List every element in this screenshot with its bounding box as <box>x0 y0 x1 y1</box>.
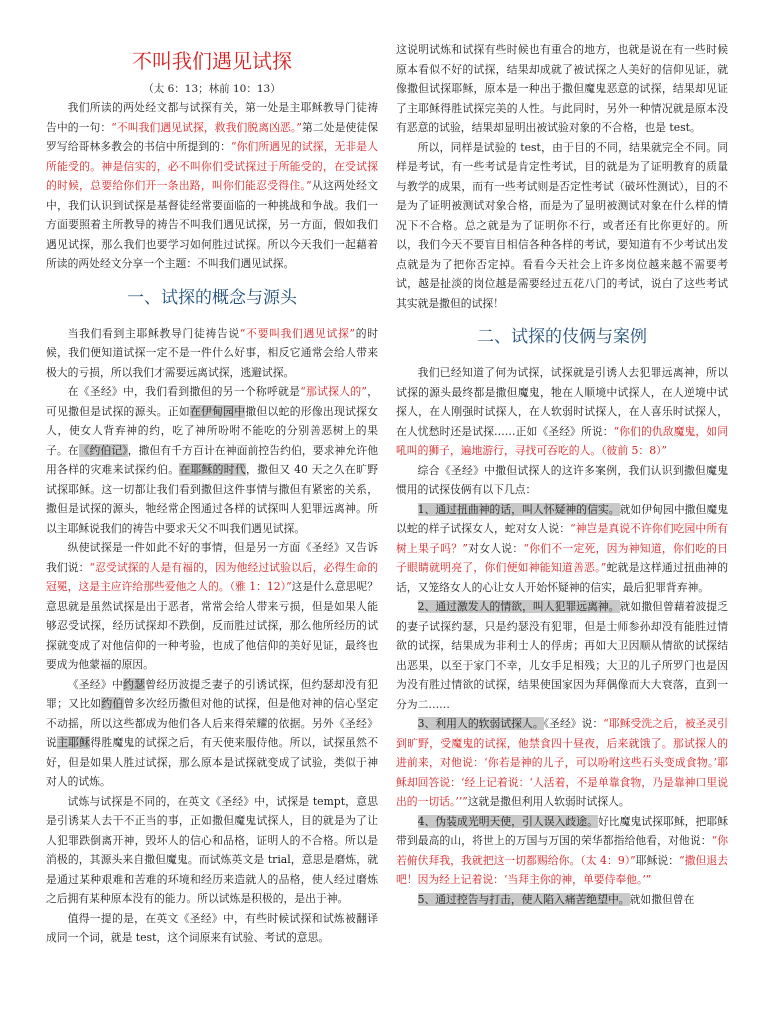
scripture-reference: （太 6：13；林前 10：13） <box>143 83 281 95</box>
right-column <box>396 40 728 909</box>
paragraph-9: 所以，同样是试验的 test，由于目的不同，结果就完全不同。同样是考试，有一些考试是肯定性考试，目的就是为了证明教育的质量与教学的成果，而有一些考试则是否定性考试（破坏性测试），目的不是为了证明被测试对象合格，而是为了显明被测试对象在什么样的情况下不合格。总之就是为了证明你不行，或者还有比你更好的。所以，我们今天不要盲目相信各种各样的考试，要知道有不少考试出发点就是为了把你否定掉。看看今天社会上许多岗位越来越不需要考试，越是扯淡的岗位越是需要经过五花八门的考试，说白了这些考试其实就是撒但的试探！ <box>396 140 728 310</box>
intro-paragraph: 我们所读的两处经文都与试探有关，第一处是主耶稣教导门徒祷告中的一句：“不叫我们遇见试探，救我们脱离凶恶。”第二处是使徒保罗写给哥林多教会的书信中所提到的：“你们所遇见的试探，无非是人所能受的。神是信实的，必不叫你们受试探过于所能受的，在受试探的时候，总要给你们开一条出路，叫你们能忍受得住。”从这两处经文中，我们认识到试探是基督徒经常要面临的一种挑战和争战。我们一方面要照着主所教导的祷告不叫我们遇见试探，另一方面，假如我们遇见试探，那么我们也要学习如何胜过试探。所以今天我们一起藉着所读的两处经文分享一个主题：不叫我们遇见试探。 <box>46 101 379 270</box>
section-heading-2: 二、试探的伎俩与案例 <box>477 327 647 347</box>
section-heading-1: 一、试探的概念与源头 <box>127 287 297 308</box>
paragraph-10: 我们已经知道了何为试探，试探就是引诱人去犯罪远离神，所以试探的源头最终都是撒但魔鬼，牠在人顺境中试探人，在人逆境中试探人，在人刚强时试探人，在人软弱时试探人，在人喜乐时试探人，在人忧愁时还是试探……正如《圣经》所说：“你们的仇敌魔鬼，如同吼叫的狮子，遍地游行，寻找可吞吃的人。（彼前 5：8）” <box>396 366 728 457</box>
paragraph-3: 在《圣经》中，我们看到撒但的另一个称呼就是“那试探人的”，可见撒但是试探的源头。正如在伊甸园中撒但以蛇的形像出现试探女人，使女人背弃神的约，吃了神所吩咐不能吃的分别善恶树上的果子。在《约伯记》，撒但有千方百计在神面前控告约伯，要求神允许他用各样的灾难来试探约伯。在耶稣的时代，撒但又 40 天之久在旷野试探耶稣。这一切都让我们看到撒但这件事情与撒但有紧密的关系，撒但是试探的源头，牠经常企图通过各样的试探叫人犯罪远离神。所以主耶稣说我们的祷告中要求天父不叫我们遇见试探。 <box>46 385 379 535</box>
paragraph-2: 当我们看到主耶稣教导门徒祷告说“不要叫我们遇见试探”的时候，我们便知道试探一定不是一件什么好事，相反它通常会给人带来极大的亏损，所以我们才需要远离试探，逃避试探。 <box>46 326 379 379</box>
paragraph-7: 值得一提的是，在英文《圣经》中，有些时候试探和试炼被翻译成同一个词，就是 test，这个词原来有试验、考试的意思。 <box>46 911 378 944</box>
paragraph-4: 纵使试探是一件如此不好的事情，但是另一方面《圣经》又告诉我们说：“忍受试探的人是有福的，因为他经过试验以后，必得生命的冠冕，这是主应许给那些爱他之人的。（雅 1：12）”这是什么意思呢？意思就是虽然试探是出于恶者，常常会给人带来亏损，但是如果人能够忍受试探，经历试探却不跌倒，反而胜过试探，那么他所经历的试探就变成了对他信仰的一种考验，也成了他信仰的美好见证，最终也要成为他蒙福的原因。 <box>46 541 378 671</box>
paragraph-6: 试炼与试探是不同的，在英文《圣经》中，试探是 tempt，意思是引诱某人去干不正当的事，正如撒但魔鬼试探人，目的就是为了让人犯罪跌倒离开神，毁坏人的信心和品格，证明人的不合格。所以是消极的，其源头来自撒但魔鬼。而试炼英文是 trial，意思是磨炼，就是通过某种艰难和苦难的环境和经历来造就人的品格，使人经过磨炼之后拥有某种原本没有的能力。所以试炼是积极的，是出于神。 <box>46 794 378 905</box>
list-item-1: 1、通过扭曲神的话，叫人怀疑神的信实。就如伊甸园中撒但魔鬼以蛇的样子试探女人，蛇对女人说：“神岂是真说不许你们吃园中所有树上果子吗？”对女人说：“你们不一定死，因为神知道，你们吃的日子眼睛就明亮了，你们便如神能知道善恶。”蛇就是这样通过扭曲神的话，又笼络女人的心让女人开始怀疑神的信实，最后犯罪背弃神。 <box>396 502 729 594</box>
paragraph-8: 这说明试炼和试探有些时候也有重合的地方，也就是说在有一些时候原本看似不好的试探，结果却成就了被试探之人美好的信仰见证，就像撒但试探耶稣，原本是一种出于撒但魔鬼恶意的试探，结果却见证了主耶稣得胜试探完美的人性。与此同时，另外一种情况就是原本没有恶意的试验，结果却显明出被试验对象的不合格，也是 test。 <box>396 43 728 134</box>
list-item-2: 2、通过激发人的情欲，叫人犯罪远离神。就如撒但曾藉着波提乏的妻子试探约瑟，只是约瑟没有犯罪，但是士师参孙却没有能胜过情欲的试探，结果成为非利士人的俘虏；再如大卫因顺从情欲的试探结出恶果，以至于家门不幸，儿女手足相残；大卫的儿子所罗门也是因为没有胜过情欲的试探，结果使国家因为拜偶像而大大衰落，直到一分为二…… <box>396 600 729 711</box>
paragraph-11: 综合《圣经》中撒但试探人的这许多案例，我们认识到撒但魔鬼惯用的试探伎俩有以下几点： <box>396 463 728 496</box>
list-item-3: 3、利用人的软弱试探人。《圣经》说：“耶稣受洗之后，被圣灵引到旷野，受魔鬼的试探，他禁食四十昼夜，后来就饿了。那试探人的进前来，对他说：‘你若是神的儿子，可以吩咐这些石头变成食物。’耶稣却回答说：‘经上记着说：‘人活着，不是单靠食物，乃是靠神口里说出的一切话。’’”这就是撒但利用人软弱时试探人。 <box>396 717 728 808</box>
left-column <box>46 40 378 948</box>
list-item-4: 4、伪装成光明天使，引人误入歧途。好比魔鬼试探耶稣，把耶稣带到最高的山，将世上的万国与万国的荣华都指给他看，对他说：“你若俯伏拜我，我就把这一切都赐给你。（太 4：9）”耶稣说：“撒但退去吧！因为经上记着说：‘当拜主你的神，单要侍奉他。’” <box>396 814 729 886</box>
list-item-5: 5、通过控告与打击，使人陷入痛苦绝望中。就如撒但曾在 <box>417 892 695 906</box>
page-title: 不叫我们遇见试探 <box>132 49 292 73</box>
paragraph-5: 《圣经》中约瑟曾经历波提乏妻子的引诱试探，但约瑟却没有犯罪；又比如约伯曾多次经历撒但对他的试探，但是他对神的信心坚定不动摇，所以这些都成为他们各人后来得荣耀的依据。另外《圣经》说主耶稣得胜魔鬼的试探之后，有天使来服侍他。所以，试探虽然不好，但是如果人胜过试探，那么原本是试探就变成了试验，类似于神对人的试炼。 <box>46 677 379 788</box>
